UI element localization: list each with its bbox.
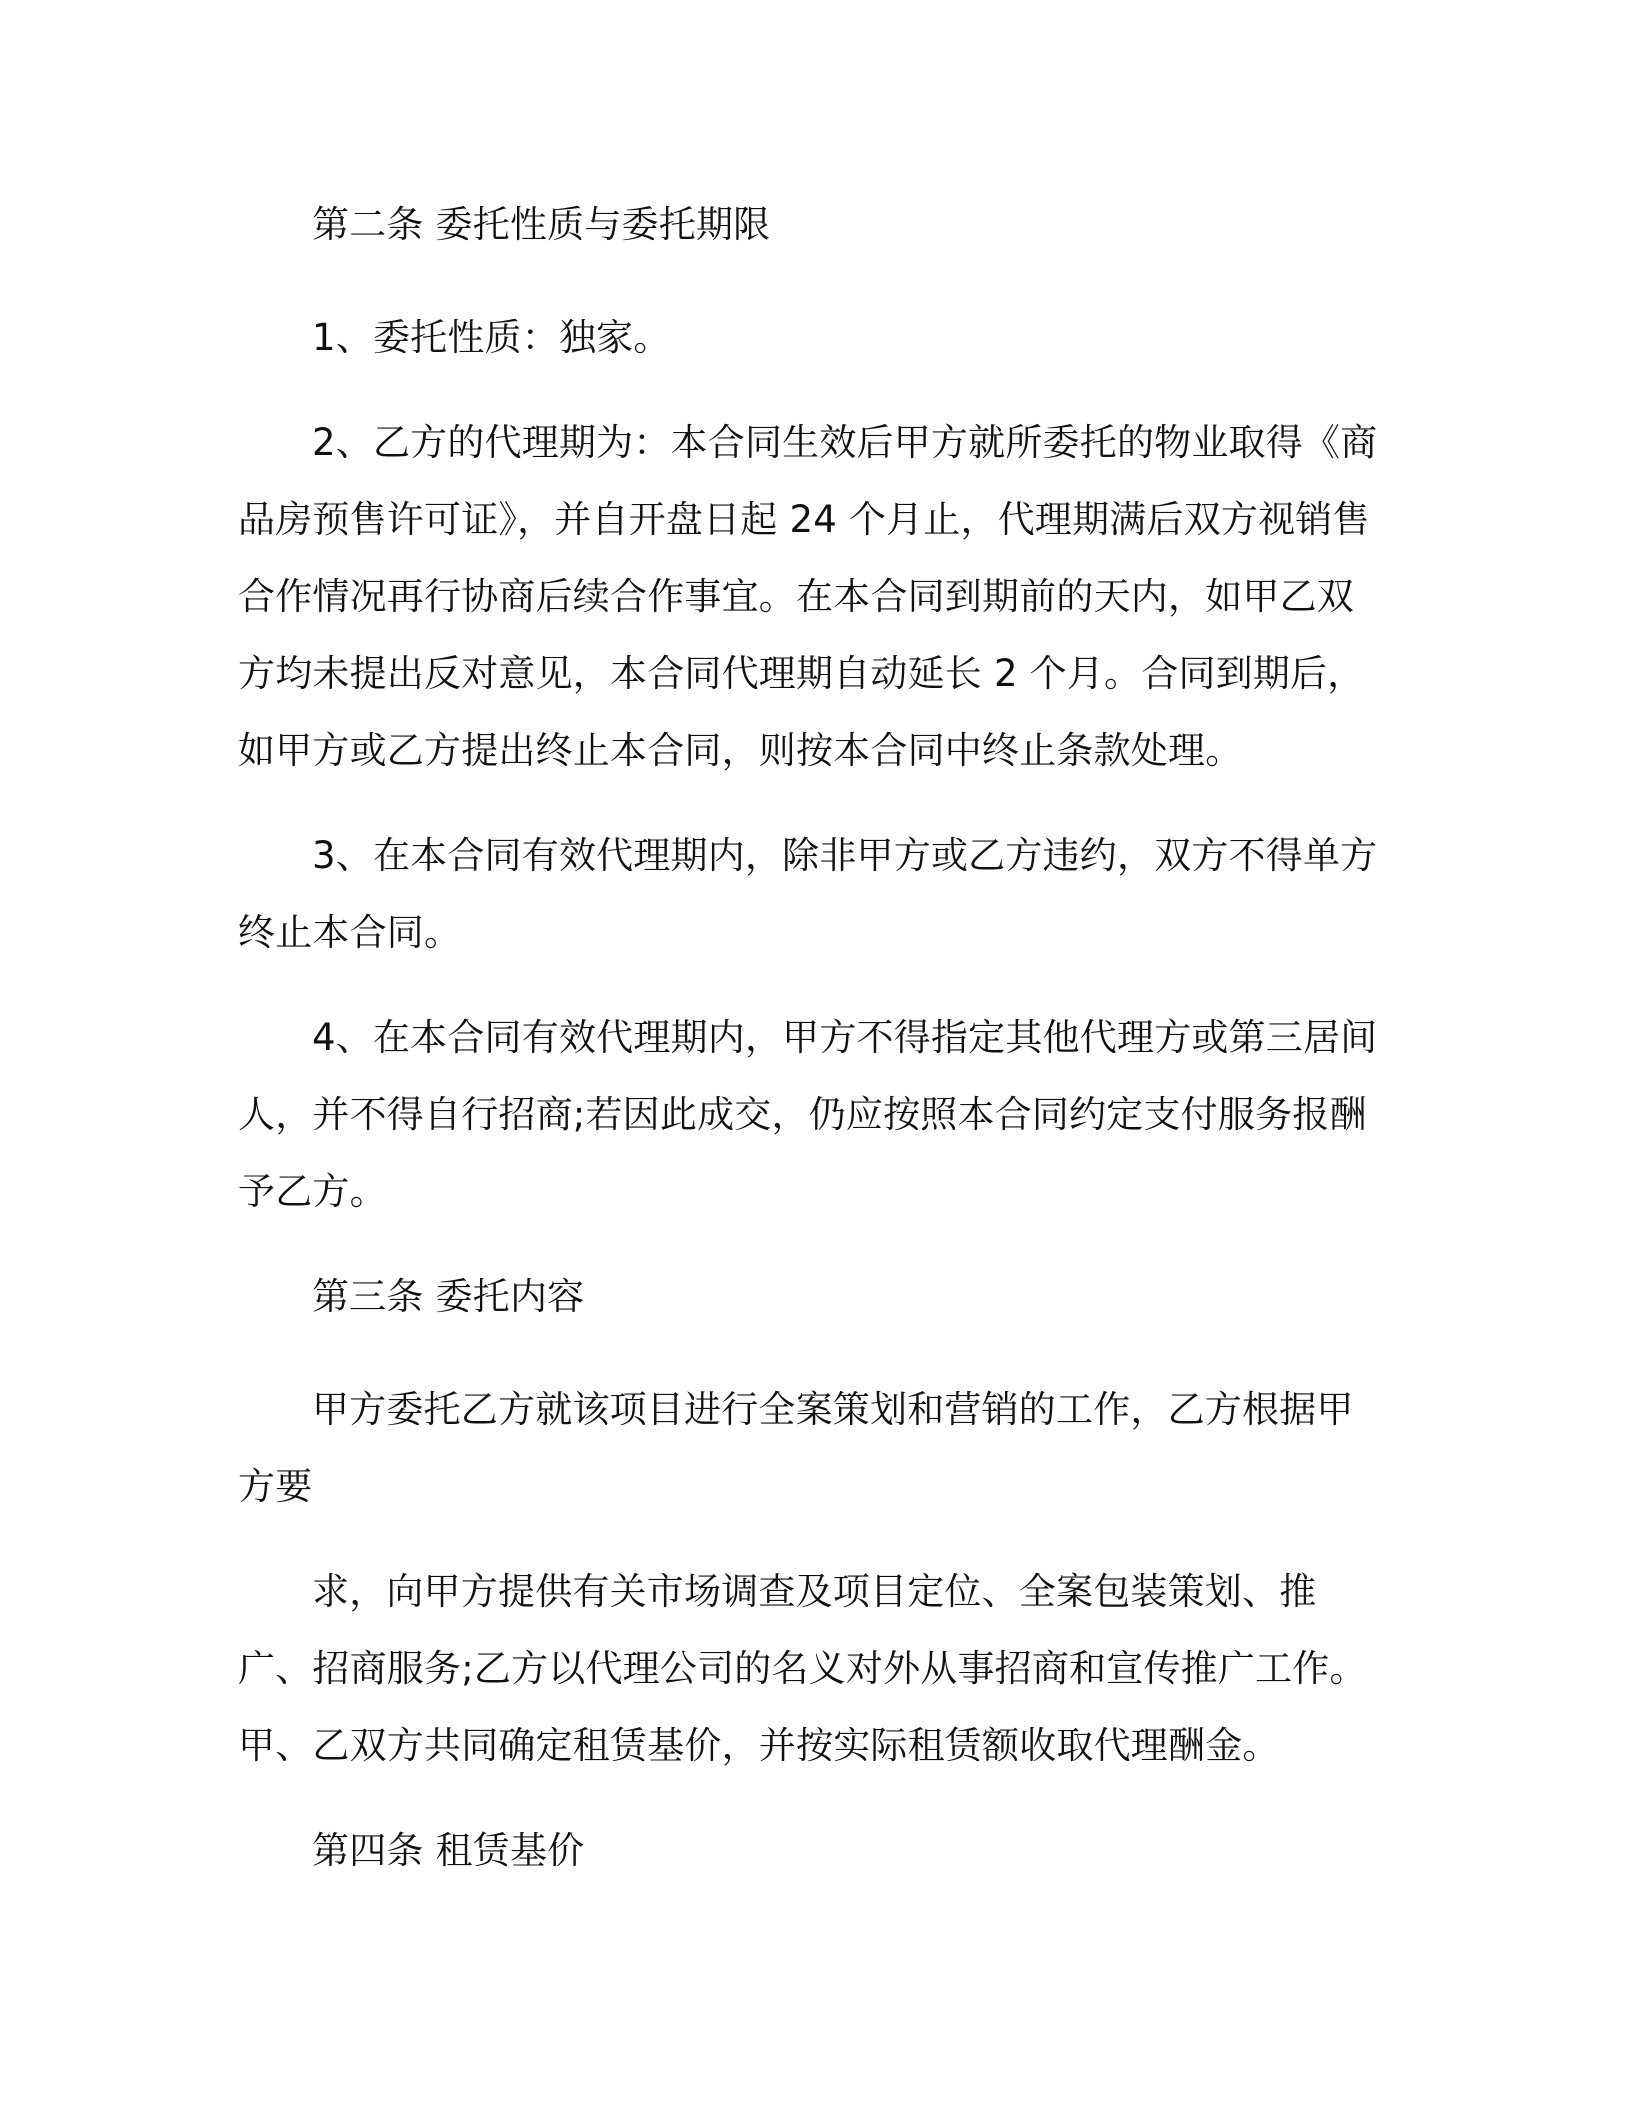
section-heading-article-2: 第二条 委托性质与委托期限: [312, 203, 771, 246]
article-3-paragraph-1: 甲方委托乙方就该项目进行全案策划和营销的工作，乙方根据甲方要: [238, 1388, 1354, 1508]
clause-1-paragraph: 1、委托性质：独家。: [312, 316, 671, 359]
document-body: [238, 186, 1380, 1925]
section-heading-article-3: 第三条 委托内容: [312, 1275, 585, 1318]
clause-4-paragraph: 4、在本合同有效代理期内，甲方不得指定其他代理方或第三居间人，并不得自行招商;若因此成交，仍应按照本合同约定支付服务报酬予乙方。: [238, 1016, 1378, 1213]
clause-3-paragraph: 3、在本合同有效代理期内，除非甲方或乙方违约，双方不得单方终止本合同。: [238, 834, 1378, 954]
article-3-paragraph-2: 求，向甲方提供有关市场调查及项目定位、全案包装策划、推广、招商服务;乙方以代理公司的名义对外从事招商和宣传推广工作。甲、乙双方共同确定租赁基价，并按实际租赁额收取代理酬金。: [238, 1570, 1367, 1767]
clause-2-paragraph: 2、乙方的代理期为：本合同生效后甲方就所委托的物业取得《商品房预售许可证》，并自开盘日起 24 个月止，代理期满后双方视销售合作情况再行协商后续合作事宜。在本合同到期前的天内，如甲乙双方均未提出反对意见，本合同代理期自动延长 2 个月。合同到期后，如甲方或乙方提出终止本合同，则按本合同中终止条款处理。: [238, 421, 1378, 772]
section-heading-article-4: 第四条 租赁基价: [312, 1829, 585, 1872]
